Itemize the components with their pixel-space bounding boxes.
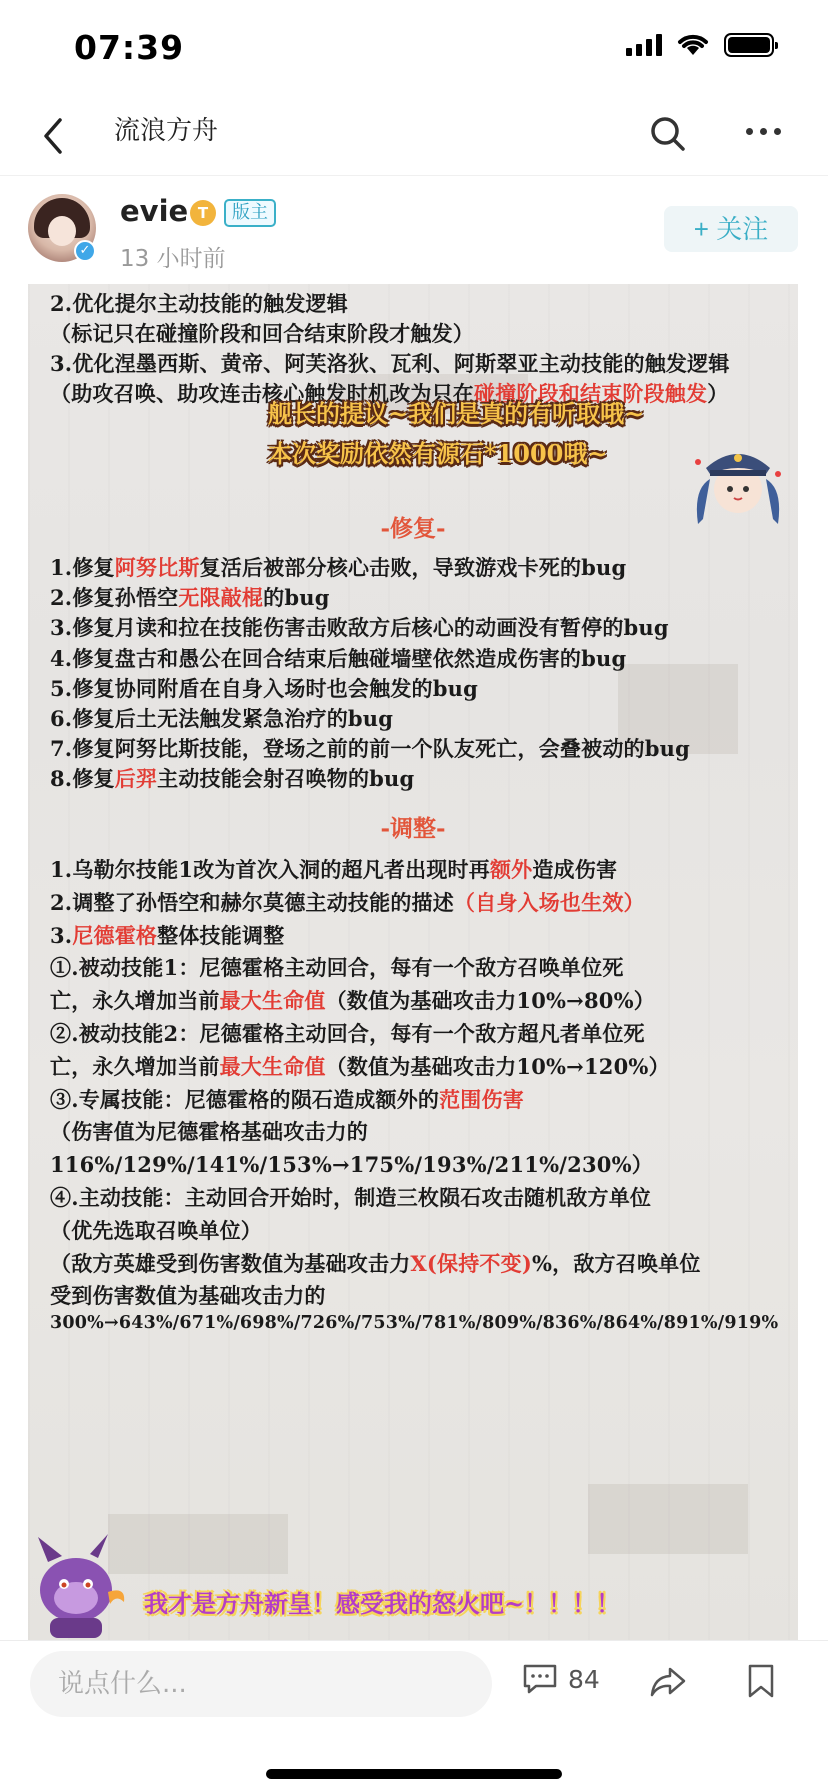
note-line [50, 1280, 326, 1310]
note-line [50, 643, 626, 673]
highlight-text: 尼德霍格 [72, 922, 158, 948]
comment-icon [522, 1663, 558, 1695]
note-line [50, 1084, 524, 1114]
note-line [50, 1182, 651, 1212]
note-text: 主动技能会射召唤物的bug [157, 766, 415, 792]
highlight-text: 最大生命值 [219, 988, 326, 1014]
note-text: （数值为基础攻击力10%→120%） [325, 1053, 670, 1079]
note-text: 受到伤害数值为基础攻击力的 [50, 1283, 326, 1309]
note-line [50, 612, 669, 642]
comment-input[interactable] [30, 1651, 492, 1717]
note-line [50, 952, 624, 982]
highlight-text: X(保持不变) [410, 1250, 532, 1276]
nav-bar [0, 96, 828, 176]
note-line [50, 288, 348, 318]
note-text: 5.修复协同附盾在自身入场时也会触发的bug [50, 675, 478, 701]
note-text: （助攻召唤、助攻连击核心触发时机改为只在 [50, 381, 474, 406]
highlight-text: 最大生命值 [219, 1053, 326, 1079]
note-text: （敌方英雄受到伤害数值为基础攻击力 [50, 1250, 411, 1276]
note-text: （标记只在碰撞阶段和回合结束阶段才触发） [50, 321, 474, 346]
note-text: ③.专属技能：尼德霍格的陨石造成额外的 [50, 1086, 440, 1112]
page-title: 流浪方舟 [114, 116, 219, 146]
note-line [50, 673, 478, 703]
home-indicator [266, 1769, 562, 1779]
note-line [50, 854, 617, 884]
banner-line-1: 舰长的提议~我们是真的有听取哦~ [268, 399, 645, 428]
more-options-icon[interactable] [746, 128, 781, 135]
wifi-icon [676, 33, 710, 57]
back-arrow-icon[interactable] [38, 114, 68, 158]
level-badge: T [190, 200, 216, 226]
note-line [50, 1149, 653, 1179]
status-bar [0, 0, 828, 96]
post-image[interactable] [28, 284, 798, 1640]
note-text: ①.被动技能1：尼德霍格主动回合，每有一个敌方召唤单位死 [50, 955, 624, 981]
bottom-banner-text: 我才是方舟新皇！感受我的怒火吧~！！！！ [144, 1589, 621, 1618]
note-text: %，敌方召唤单位 [531, 1250, 701, 1276]
note-line [50, 348, 730, 378]
note-text: 3.优化涅墨西斯、黄帝、阿芙洛狄、瓦利、阿斯翠亚主动技能的触发逻辑 [50, 351, 730, 376]
bookmark-icon[interactable] [746, 1663, 776, 1699]
note-text: （伤害值为尼德霍格基础攻击力的 [50, 1119, 368, 1145]
search-icon[interactable] [648, 114, 688, 154]
note-text: 1.修复 [50, 555, 115, 580]
note-line [50, 582, 330, 612]
highlight-text: 无限敲棍 [178, 585, 264, 611]
note-text: 2.修复孙悟空 [50, 585, 179, 611]
note-text: 1.乌勒尔技能1改为首次入洞的超凡者出现时再 [50, 857, 490, 882]
highlight-text: 范围伤害 [439, 1086, 524, 1112]
highlight-text: 阿努比斯 [114, 555, 200, 580]
post-time: 13 小时前 [120, 246, 226, 272]
note-text: ②.被动技能2：尼德霍格主动回合，每有一个敌方超凡者单位死 [50, 1021, 645, 1046]
banner-line-2: 本次奖励依然有源石*1000哦~ [268, 439, 608, 468]
section-title-adjust: -调整- [380, 815, 446, 842]
note-line [50, 1215, 262, 1245]
note-text: 的bug [263, 585, 330, 611]
note-text: 7.修复阿努比斯技能，登场之前的前一个队友死亡，会叠被动的bug [50, 736, 690, 762]
note-text: ④.主动技能：主动回合开始时，制造三枚陨石攻击随机敌方单位 [50, 1185, 652, 1210]
share-icon[interactable] [648, 1665, 688, 1699]
note-text: （数值为基础攻击力10%→80%） [325, 988, 655, 1014]
note-line [50, 985, 655, 1015]
note-text: ） [707, 381, 729, 406]
note-text: 亡，永久增加当前 [50, 988, 220, 1014]
note-text: 116%/129%/141%/153%→175%/193%/211%/230%） [50, 1152, 653, 1178]
highlight-text: 额外 [489, 857, 533, 882]
note-text: 4.修复盘古和愚公在回合结束后触碰墙壁依然造成伤害的bug [50, 645, 627, 671]
note-line [50, 920, 284, 950]
highlight-text: （自身入场也生效） [453, 889, 645, 915]
highlight-text: 碰撞阶段和结束阶段触发 [474, 381, 708, 406]
note-text: 2.优化提尔主动技能的触发逻辑 [50, 291, 348, 316]
note-text: 8.修复 [50, 766, 115, 792]
note-text: （优先选取召唤单位） [50, 1217, 262, 1243]
status-icons [626, 33, 774, 57]
note-text: 亡，永久增加当前 [50, 1053, 220, 1079]
highlight-text: 后羿 [114, 766, 158, 792]
note-text: 2.调整了孙悟空和赫尔莫德主动技能的描述 [50, 889, 454, 915]
author-row [0, 186, 828, 282]
note-text: 复活后被部分核心击败，导致游戏卡死的bug [199, 555, 627, 580]
note-line [50, 1116, 368, 1146]
battery-icon [724, 33, 774, 57]
note-text: 3.修复月读和拉在技能伤害击败敌方后核心的动画没有暂停的bug [50, 615, 669, 641]
note-line [50, 1018, 645, 1048]
note-text: 3. [50, 922, 73, 948]
note-line [50, 1313, 778, 1333]
note-text: 300%→643%/671%/698%/726%/753%/781%/809%/836%/864%/891%/919% [50, 1313, 779, 1334]
note-line [50, 318, 474, 348]
note-text: 整体技能调整 [157, 922, 285, 948]
dragon-chibi-illustration [28, 1532, 128, 1640]
note-line [50, 763, 414, 793]
verified-check-icon: ✓ [74, 240, 96, 262]
note-line [50, 552, 626, 582]
author-name[interactable]: evie [120, 194, 189, 228]
comment-button[interactable] [522, 1663, 600, 1695]
note-line [50, 1248, 701, 1278]
bottom-action-bar [0, 1640, 828, 1792]
note-line [50, 703, 393, 733]
note-line [50, 1051, 670, 1081]
status-time: 07:39 [74, 28, 185, 67]
note-text: 造成伤害 [532, 857, 618, 882]
note-line [50, 887, 645, 917]
note-text: 6.修复后土无法触发紧急治疗的bug [50, 706, 394, 731]
follow-button[interactable]: + 关注 [664, 206, 798, 252]
note-line [50, 733, 690, 763]
section-title-fix: -修复- [380, 515, 446, 542]
comment-count: 84 [568, 1664, 600, 1694]
moderator-badge: 版主 [224, 199, 276, 227]
cellular-signal-icon [626, 34, 662, 56]
